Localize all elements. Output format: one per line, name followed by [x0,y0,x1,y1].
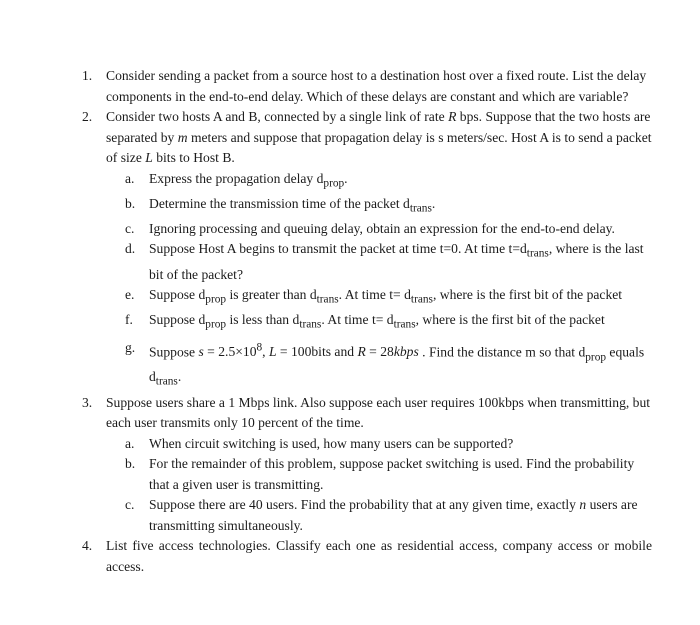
text-span: Suppose there are 40 users. Find the probability that at any given time, exactly [149,497,580,513]
text-span: Express the propagation delay d [149,170,324,186]
sub-letter: a. [125,170,135,186]
question-3 [82,393,652,537]
sub-question-text: For the remainder of this problem, suppose packet switching is used. Find the probability that a given user is transmitting. [149,456,635,492]
text-span: Suppose d [149,312,206,328]
text-span: = 2.5×10 [203,344,257,360]
sub-letter: g. [125,339,136,355]
sub-question-text [149,310,652,335]
sub-question-text [149,495,652,536]
subscript: prop [323,177,345,190]
subscript: trans [393,319,416,332]
text-span: Suppose [149,344,199,360]
question-number: 2. [82,109,93,124]
variable-r: R [357,344,366,360]
text-span: users are transmitting simultaneously. [149,497,638,533]
unit-kbps: kbps [393,344,419,360]
variable-r: R [448,109,457,124]
sub-question-list [125,434,652,537]
subscript: trans [526,248,549,261]
sub-question-b [125,454,652,495]
text-span: meters and suppose that propagation delay is s meters/sec. Host A is to send a packet of size [106,129,652,165]
text-span: . [344,170,348,186]
subscript: prop [205,293,227,306]
text-span: = 100bits and [276,344,358,360]
sub-question-b [125,194,652,219]
question-text: Suppose users share a 1 Mbps link. Also suppose each user requires 100kbps when transmitting, but each user transmits only 10 percent of the time. [106,394,651,431]
text-span: , where is the last bit of the packet? [149,241,644,282]
text-span: is less than d [226,312,300,328]
text-span: Consider two hosts A and B, connected by a single link of rate [106,109,449,124]
question-number: 3. [82,394,93,410]
sub-question-text [149,338,652,393]
sub-letter: d. [125,241,136,257]
text-span: bits to Host B. [152,150,235,165]
question-body [106,107,652,393]
superscript: 8 [256,341,263,354]
text-span: . At time t= d [321,312,394,328]
sub-letter: f. [125,312,133,328]
variable-n: n [579,497,587,513]
subscript: trans [155,376,178,389]
variable-m: m [177,129,188,145]
sub-letter: e. [125,287,135,303]
text-span: , where is the first bit of the packet [415,312,605,328]
sub-question-f [125,310,652,335]
question-number: 4. [82,538,93,554]
variable-l: L [145,150,153,165]
text-span: equals d [149,344,645,385]
text-span: , where is the first bit of the packet [432,287,623,303]
text-span: = 28 [365,344,394,360]
text-span: . Find the distance m so that d [418,344,586,360]
variable-l: L [268,344,277,360]
sub-question-c [125,495,652,536]
text-span: . [177,369,182,385]
sub-question-text [149,285,652,310]
sub-question-text [149,239,652,285]
sub-letter: b. [125,456,136,472]
subscript: trans [410,293,433,306]
text-span: Determine the transmission time of the packet d [149,195,410,211]
text-span: . At time t= d [338,287,411,303]
sub-letter: c. [125,497,135,513]
variable-s: s [198,344,204,360]
question-1 [82,66,652,107]
sub-letter: c. [125,220,135,236]
formula [198,341,419,360]
sub-question-g [125,338,652,393]
sub-question-list [125,169,652,393]
text-span: . [431,195,436,211]
question-4 [82,536,652,577]
question-text: List five access technologies. Classify each one as residential access, company access or mobile access. [106,538,652,574]
sub-letter: b. [125,195,136,211]
text-span: Suppose Host A begins to transmit the packet at time t=0. At time t=d [149,241,527,257]
sub-question-a [125,434,652,455]
question-text [106,107,652,169]
subscript: trans [299,319,322,332]
sub-question-c [125,219,652,240]
question-2 [82,107,652,393]
question-body [106,393,652,537]
sub-question-a [125,169,652,194]
question-number: 1. [82,68,93,83]
text-span: bps. Suppose that the two hosts are separated by [106,109,651,145]
subscript: trans [409,202,432,215]
sub-question-text [149,194,652,219]
text-span: , [262,344,269,360]
subscript: trans [316,293,339,306]
sub-question-text [149,169,652,194]
sub-question-e [125,285,652,310]
text-span: Suppose d [149,287,206,303]
sub-letter: a. [125,435,135,451]
subscript: prop [585,350,607,363]
sub-question-text: Ignoring processing and queuing delay, obtain an expression for the end-to-end delay. [149,220,615,236]
text-span: is greater than d [226,287,317,303]
subscript: prop [205,319,227,332]
sub-question-d [125,239,652,285]
sub-question-text: When circuit switching is used, how many users can be supported? [149,435,514,451]
question-text: Consider sending a packet from a source host to a destination host over a fixed route. List the delay components in the end-to-end delay. Which of these delays are constant and which are variable? [106,68,647,104]
